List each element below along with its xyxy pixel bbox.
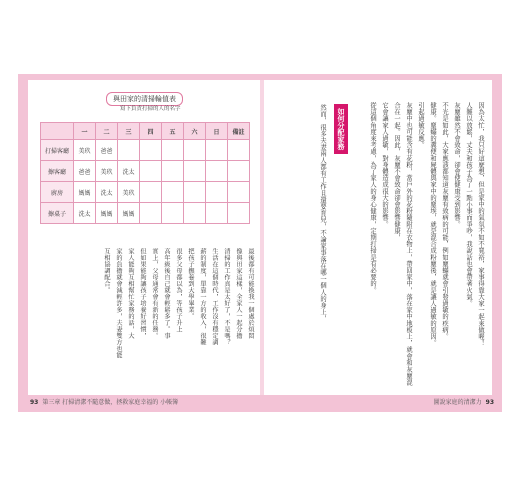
task-cell: 廚房 (41, 182, 74, 203)
assignee-cell (162, 161, 184, 182)
running-header: 第三章 打掃清潔不隨意做，拯救家庭幸福的 小帳簿 (42, 399, 179, 406)
notes-cell (228, 203, 250, 224)
text-line: 灰塵雖然不會致命，卻會使健康受到影響。 (453, 102, 460, 228)
folio-right (434, 397, 494, 406)
notes-cell (228, 140, 250, 161)
assignee-cell: 媽媽 (74, 182, 96, 203)
assignee-cell (184, 140, 206, 161)
weekday-header: 四 (140, 123, 162, 140)
assignee-cell (206, 182, 228, 203)
assignee-cell: 媽媽 (118, 203, 140, 224)
table-row (41, 140, 250, 161)
weekday-header: 六 (184, 123, 206, 140)
assignee-cell (162, 182, 184, 203)
text-line: 把孩子撫養到大學畢業。 (187, 248, 194, 320)
assignee-cell (140, 161, 162, 182)
page-number: 93 (30, 399, 39, 406)
assignee-cell (184, 203, 206, 224)
text-line: 人難以放鬆，丈夫和孩子為了一點小事而爭吵，我說話也會帶著火氣。 (465, 102, 472, 307)
text-line: 薪的制度，單靠一方的收入，很難 (199, 248, 206, 346)
text-line: 然而，很多夫妻兩人都有工作且還要育兒，不論家事落在哪一個人的身上， (319, 104, 326, 322)
running-header: 圖說家庭的清潔力 (433, 399, 482, 406)
assignee-cell (140, 140, 162, 161)
task-cell: 擦桌子 (41, 203, 74, 224)
assignee-cell: 爸爸 (96, 140, 118, 161)
cleaning-rota-table (40, 122, 250, 224)
weekday-header: 二 (96, 123, 118, 140)
text-line: 很多父母都以為，等孩子升上 (175, 248, 182, 333)
text-line: 從這個角度來考慮，為了家人的身心健康，定期打掃是有必要的。 (369, 102, 376, 294)
assignee-cell: 美玖 (74, 140, 96, 161)
table-header-row (41, 123, 250, 140)
table-row (41, 161, 250, 182)
assignee-cell: 美玖 (118, 182, 140, 203)
table-corner-cell (41, 123, 74, 140)
folio-left (30, 397, 178, 406)
text-line: 清掃的工作真是太好了，不是嗎？ (223, 248, 230, 346)
weekday-header: 五 (162, 123, 184, 140)
text-line: 家的負擔就會減輕許多，夫妻雙方也能 (115, 248, 122, 359)
text-line: 不光是如此，大家應該都知道灰塵有致病的可能，例如塵蟎就會引發過敏的疾病。 (441, 102, 448, 340)
table-row (41, 182, 250, 203)
page-number: 93 (485, 399, 494, 406)
text-line: 它會讓家人過敏，對身體造成很大的影響。 (381, 102, 388, 228)
assignee-cell: 美玖 (96, 161, 118, 182)
assignee-cell (140, 182, 162, 203)
left-page (28, 80, 260, 395)
assignee-cell (184, 161, 206, 182)
notes-header: 備註 (228, 123, 250, 140)
assignee-cell: 爸爸 (74, 161, 96, 182)
text-line: 實上，父母通常會有新的任務。 (151, 248, 158, 339)
text-line: 生活在這個時代，工作沒有穩定調 (211, 248, 218, 346)
text-line: 健康。塵蟎的糞便和屍體與家中的塵埃，就是混合成粉塵後，就是讓人過敏的原因。 (429, 102, 436, 347)
text-line: 互相協調配合。 (103, 248, 110, 294)
assignee-cell (162, 140, 184, 161)
assignee-cell (162, 203, 184, 224)
text-line: 像與田家這樣，全家人一起分擔 (235, 248, 242, 339)
assignee-cell: 洗太 (74, 203, 96, 224)
task-cell: 擦客廳 (41, 161, 74, 182)
notes-cell (228, 161, 250, 182)
right-page (264, 80, 492, 395)
assignee-cell (206, 161, 228, 182)
table-title: 與田家的清掃輪值表 (106, 92, 183, 106)
assignee-cell (118, 140, 140, 161)
assignee-cell (206, 140, 228, 161)
weekday-header: 日 (206, 123, 228, 140)
assignee-cell: 媽媽 (96, 203, 118, 224)
assignee-cell: 洗太 (118, 161, 140, 182)
text-line: 引起過敏反應。 (417, 102, 424, 149)
text-line: 高年級後自己就會輕鬆多了。事 (163, 248, 170, 339)
page-spread (18, 74, 502, 412)
table-subtitle: 寫下負責打掃的人的名字 (120, 106, 181, 112)
assignee-cell: 洗太 (96, 182, 118, 203)
task-cell: 打掃客廳 (41, 140, 74, 161)
assignee-cell (206, 203, 228, 224)
right-body-text (304, 104, 328, 388)
weekday-header: 一 (74, 123, 96, 140)
text-line: 因為太忙，我只好這麼想，但是家中的氣氛不如不寬裕，家事得靠大家一起來做喔！ (477, 102, 484, 347)
assignee-cell (140, 203, 162, 224)
assignee-cell (184, 182, 206, 203)
text-line: 但如果能夠讓孩子培養好習慣， (139, 248, 146, 339)
section-heading: 如何分配家務 (334, 104, 348, 154)
text-line: 灰塵中也可能含有花粉，當戶外的花粉隨附在衣物上，帶回家中，落在家中地板上，就會和灰塵混合在一起。因此，灰塵不會致命卻會影響健康， (393, 102, 412, 386)
table-row (41, 203, 250, 224)
text-line: 家人能夠互相幫忙家務的話，大 (127, 248, 134, 339)
right-intro-text (352, 102, 486, 388)
notes-cell (228, 182, 250, 203)
left-body-text (86, 248, 256, 393)
text-line: 最後都有可能換我一個處於煩悶 (247, 248, 254, 339)
weekday-header: 三 (118, 123, 140, 140)
